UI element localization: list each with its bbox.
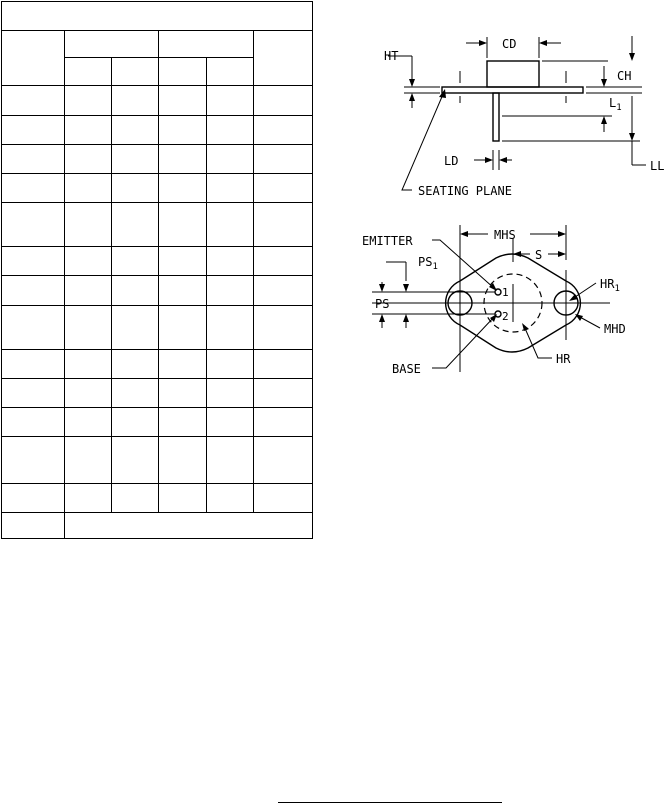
arrowhead bbox=[499, 157, 507, 163]
mhd-label: MHD bbox=[604, 322, 626, 336]
arrowhead bbox=[629, 133, 635, 141]
ll-label: LL bbox=[650, 159, 665, 173]
mhs-label: MHS bbox=[494, 228, 516, 242]
arrowhead bbox=[409, 93, 415, 101]
lead-outline bbox=[493, 93, 499, 141]
ht-label: HT bbox=[384, 49, 399, 63]
arrowhead bbox=[460, 231, 468, 237]
l1-label bbox=[609, 96, 622, 113]
l1-label-base: L bbox=[609, 96, 617, 110]
arrowhead bbox=[601, 116, 607, 124]
hr1-label bbox=[600, 277, 620, 294]
ps1-label-subscript: 1 bbox=[432, 262, 438, 272]
arrowhead bbox=[629, 53, 635, 61]
base-label: BASE bbox=[392, 362, 421, 376]
hr-label: HR bbox=[556, 352, 571, 366]
top-view bbox=[362, 225, 626, 376]
arrowhead bbox=[379, 284, 385, 292]
pin1-label: 1 bbox=[502, 286, 509, 299]
arrowhead bbox=[558, 231, 566, 237]
flange-outline bbox=[442, 87, 583, 93]
hr1-label-base: HR bbox=[600, 277, 615, 291]
seating-plane-leader bbox=[402, 92, 444, 190]
arrowhead bbox=[403, 284, 409, 292]
arrowhead bbox=[513, 251, 521, 257]
footer-rule bbox=[278, 802, 502, 803]
arrowhead bbox=[569, 294, 578, 301]
arrowhead bbox=[601, 79, 607, 87]
arrowhead bbox=[558, 251, 566, 257]
seating-plane-label: SEATING PLANE bbox=[418, 184, 512, 198]
ps1-label bbox=[418, 255, 438, 272]
hr1-label-subscript: 1 bbox=[614, 284, 620, 294]
arrowhead bbox=[539, 40, 547, 46]
cd-label: CD bbox=[502, 37, 517, 51]
can-body-outline bbox=[487, 61, 539, 87]
side-view bbox=[384, 36, 664, 198]
l1-label-subscript: 1 bbox=[616, 103, 622, 113]
emitter-label: EMITTER bbox=[362, 234, 413, 248]
ld-label: LD bbox=[444, 154, 459, 168]
arrowhead bbox=[409, 79, 415, 87]
arrowhead bbox=[379, 314, 385, 322]
arrowhead bbox=[479, 40, 487, 46]
s-label: S bbox=[535, 248, 543, 262]
arrowhead bbox=[403, 314, 409, 322]
pin2-label: 2 bbox=[502, 310, 509, 323]
ps-label: PS bbox=[375, 297, 390, 311]
arrowhead bbox=[485, 157, 493, 163]
ps1-label-base: PS bbox=[418, 255, 433, 269]
ch-label: CH bbox=[617, 69, 632, 83]
